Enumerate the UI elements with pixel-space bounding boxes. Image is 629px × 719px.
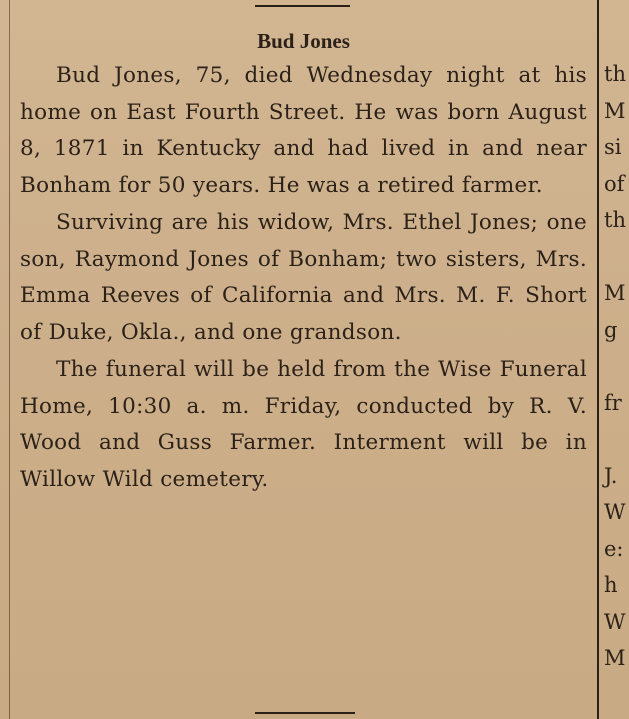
adjacent-column-fragment: e: <box>604 536 624 561</box>
adjacent-column-fragment: fr <box>604 390 622 415</box>
adjacent-column-fragment: M <box>604 281 626 305</box>
adjacent-column-fragment: si <box>604 135 622 159</box>
left-edge <box>9 0 10 719</box>
adjacent-column-fragment: th <box>604 208 626 232</box>
paragraph-death-notice: Bud Jones, 75, died Wednesday night at his home on East Fourth Street. He was born August 8, 1871 in Kentucky and had lived in and near Bonham for 50 years. He was a retired farmer. <box>20 63 587 198</box>
top-rule <box>255 5 350 7</box>
adjacent-column-fragment <box>604 348 629 385</box>
obituary-article <box>20 26 587 498</box>
adjacent-column-fragment: M <box>604 98 626 123</box>
adjacent-column-fragment: th <box>604 62 626 86</box>
adjacent-column-fragment: W <box>604 500 626 524</box>
headline: Bud Jones <box>257 29 350 53</box>
paragraph-survivors: Surviving are his widow, Mrs. Ethel Jones; one son, Raymond Jones of Bonham; two sisters, Mrs. Emma Reeves of California and Mrs. M. F. Short of Duke, Okla., and one grandson. <box>20 210 587 345</box>
adjacent-column-fragment: of <box>604 171 625 196</box>
adjacent-column-fragment <box>604 239 629 276</box>
adjacent-column-fragment <box>604 421 629 458</box>
adjacent-column-fragment: J. <box>604 463 618 488</box>
adjacent-column-fragment: g <box>604 317 618 342</box>
column-rule <box>597 0 599 719</box>
adjacent-column <box>604 56 629 677</box>
paragraph-funeral: The funeral will be held from the Wise Funeral Home, 10:30 a. m. Friday, conducted by R. V. Wood and Guss Farmer. Interment will be in Willow Wild cemetery. <box>20 357 587 492</box>
adjacent-column-fragment: M <box>604 646 626 670</box>
bottom-rule <box>255 712 355 714</box>
adjacent-column-fragment: W <box>604 609 626 634</box>
adjacent-column-fragment: h <box>604 573 618 597</box>
